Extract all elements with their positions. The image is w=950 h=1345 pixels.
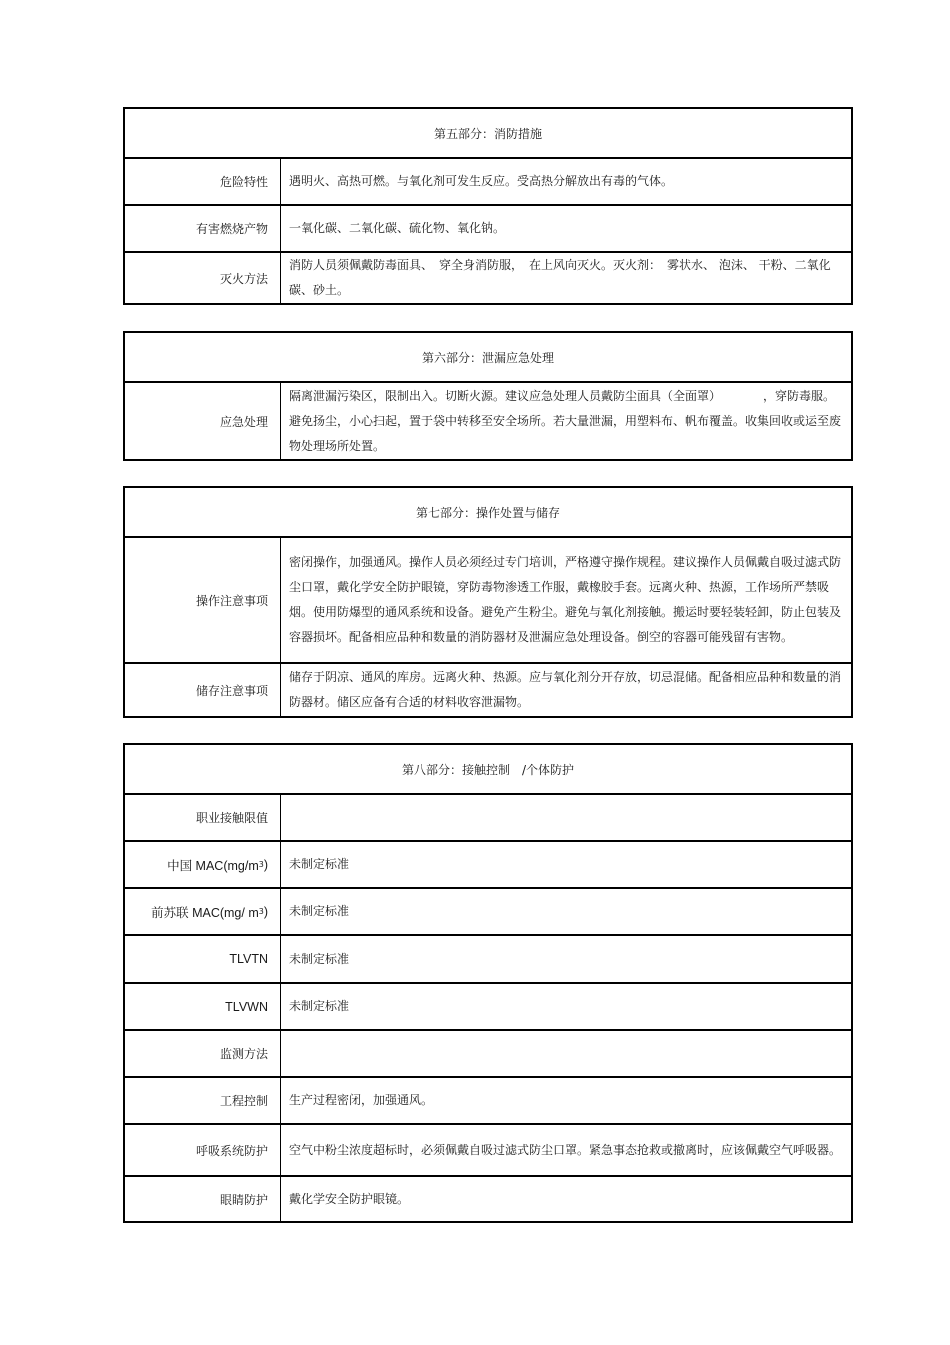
row-label (125, 842, 281, 887)
table-row (125, 1031, 851, 1078)
section-title-text: 第六部分：泄漏应急处理 (421, 350, 554, 365)
row-label: 操作注意事项 (125, 538, 281, 662)
table-row (125, 842, 851, 889)
table-row (125, 1078, 851, 1125)
section-title (125, 745, 851, 795)
table-row (125, 984, 851, 1031)
row-label: 灭火方法 (125, 253, 281, 303)
section-title-text: 第七部分：操作处置与储存 (415, 505, 560, 520)
table-row (125, 936, 851, 984)
row-value: 生产过程密闭，加强通风。 (289, 1093, 434, 1107)
table-row (125, 795, 851, 842)
row-value: 密闭操作，加强通风。操作人员必须经过专门培训，严格遵守操作规程。建议操作人员佩戴自吸过滤式防尘口罩，戴化学安全防护眼镜，穿防毒物渗透工作服，戴橡胶手套。远离火种、热源，工作场所严禁吸烟。使用防爆型的通风系统和设备。避免产生粉尘。避免与氧化剂接触。搬运时要轻装轻卸，防止包装及容器损坏。配备相应品种和数量的消防器材及泄漏应急处理设备。倒空的容器可能残留有害物。 (289, 555, 842, 644)
section-title-text: 第八部分：接触控制 /个体防护 (401, 762, 575, 777)
row-label: 危险特性 (125, 159, 281, 204)
row-label: 呼吸系统防护 (125, 1125, 281, 1175)
row-value: 未制定标准 (289, 999, 350, 1013)
row-value: 未制定标准 (289, 951, 350, 966)
table-row (125, 1125, 851, 1177)
row-value (281, 1031, 851, 1076)
row-value: 储存于阴凉、通风的库房。远离火种、热源。应与氧化剂分开存放，切忌混储。配备相应品种和数量的消防器材。储区应备有合适的材料收容泄漏物。 (289, 670, 842, 709)
table-row (125, 253, 851, 303)
label-end: ) (263, 857, 268, 872)
superscript: 3 (258, 860, 264, 869)
row-label: 储存注意事项 (125, 664, 281, 716)
section-title (125, 109, 851, 159)
table-row (125, 383, 851, 459)
section-title-text: 第五部分：消防措施 (433, 126, 542, 141)
row-value: 遇明火、高热可燃。与氧化剂可发生反应。受高热分解放出有毒的气体。 (289, 174, 674, 188)
superscript: 3 (258, 907, 264, 916)
table-row (125, 889, 851, 936)
row-label: TLVWN (125, 984, 281, 1029)
section-7-handling-storage (123, 486, 853, 718)
section-6-leak-handling (123, 331, 853, 461)
row-value: 消防人员须佩戴防毒面具、 穿全身消防服， 在上风向灭火。灭火剂： 雾状水、 泡沫、 干粉、二氧化碳、砂土。 (289, 258, 831, 297)
table-row (125, 159, 851, 206)
section-5-fire-fighting (123, 107, 853, 305)
row-label: 应急处理 (125, 383, 281, 459)
row-value: 隔离泄漏污染区，限制出入。切断火源。建议应急处理人员戴防尘面具（全面罩） ，穿防毒服。避免扬尘，小心扫起，置于袋中转移至安全场所。若大量泄漏，用塑料布、帆布覆盖。收集回收或运至废物处理场所处置。 (289, 388, 842, 453)
table-row (125, 206, 851, 253)
row-label: TLVTN (125, 936, 281, 982)
row-value: 未制定标准 (289, 904, 350, 918)
section-8-exposure-control (123, 743, 853, 1223)
row-value (281, 795, 851, 840)
label-text: 前苏联 MAC(mg/ m (151, 905, 259, 920)
row-value: 一氧化碳、二氧化碳、硫化物、氧化钠。 (289, 221, 506, 235)
row-label: 工程控制 (125, 1078, 281, 1123)
row-value: 戴化学安全防护眼镜。 (289, 1191, 410, 1206)
row-value: 未制定标准 (289, 857, 350, 871)
row-label (125, 889, 281, 934)
table-row (125, 538, 851, 664)
row-label: 有害燃烧产物 (125, 206, 281, 251)
table-row (125, 664, 851, 716)
table-row (125, 1177, 851, 1221)
label-text: 中国 MAC(mg/m (167, 858, 259, 873)
section-title (125, 333, 851, 383)
section-title (125, 488, 851, 538)
row-label: 职业接触限值 (125, 795, 281, 840)
row-label: 监测方法 (125, 1031, 281, 1076)
row-value: 空气中粉尘浓度超标时，必须佩戴自吸过滤式防尘口罩。紧急事态抢救或撤离时，应该佩戴空气呼吸器。 (289, 1142, 842, 1157)
label-end: ) (263, 904, 268, 919)
row-label: 眼睛防护 (125, 1177, 281, 1221)
